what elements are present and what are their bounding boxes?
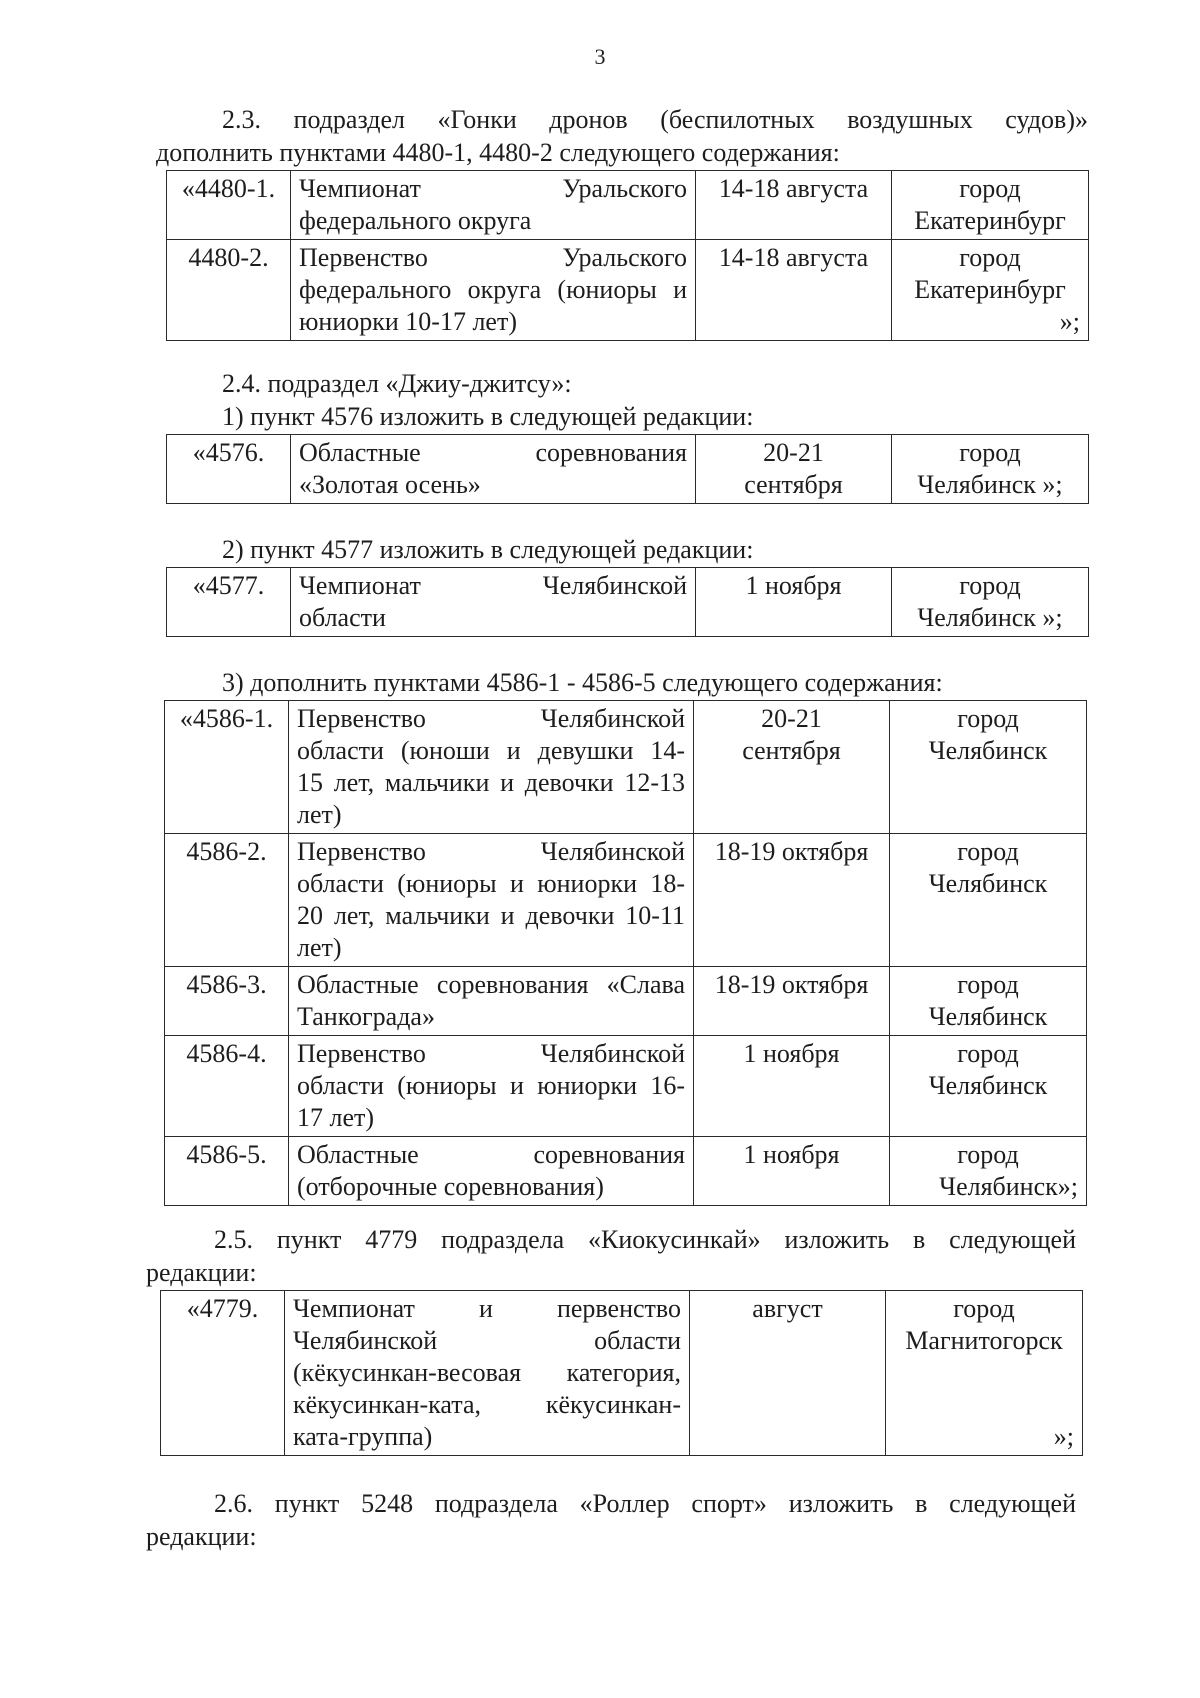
event-date: 1 ноября [696,568,892,637]
section-2-5-heading-line-1: 2.5. пункт 4779 подраздела «Киокусинкай» изложить в следующей [214,1225,1076,1254]
event-date [696,435,892,504]
place-line: город [959,438,1021,467]
place-line: город [957,704,1019,733]
event-name [289,967,694,1036]
table-row [165,834,1087,967]
event-name-line: 15 лет, мальчики и девочки 12-13 [297,768,685,797]
event-date: 18-19 октября [694,967,890,1036]
section-2-3-heading-line-2: дополнить пунктами 4480-1, 4480-2 следующего содержания: [156,138,840,167]
event-place [890,1137,1087,1206]
event-name [291,568,696,637]
section-2-6-heading-line-1: 2.6. пункт 5248 подраздела «Роллер спорт» изложить в следующей [214,1489,1076,1518]
event-name [289,1137,694,1206]
table-row [165,701,1087,834]
event-date: 18-19 октября [694,834,890,967]
place-line: Челябинск »; [917,603,1063,632]
place-line: город [959,571,1021,600]
row-number: «4576. [167,435,291,504]
row-number: 4586-3. [165,967,289,1036]
event-name-line: Чемпионат и первенство [293,1294,681,1323]
place-line: город [957,970,1019,999]
event-name-line: Областные соревнования «Слава [297,970,685,999]
row-number: 4480-2. [167,240,291,341]
place-line: город [953,1294,1015,1323]
section-2-5-heading-line-2: редакции: [146,1258,257,1287]
table-row [167,240,1089,341]
event-name [289,1036,694,1137]
page-number: 3 [594,44,606,69]
event-date: 1 ноября [694,1137,890,1206]
row-number: «4577. [167,568,291,637]
event-name-line: ката-группа) [293,1422,433,1451]
event-name-line: Танкограда» [297,1002,435,1031]
row-number: «4480-1. [167,171,291,240]
section-2-4-sub-1: 1) пункт 4576 изложить в следующей редакции: [222,402,754,431]
place-line: Магнитогорск [905,1326,1063,1355]
event-name-line: «Золотая осень» [299,470,481,499]
table-row [167,568,1089,637]
closing-quote: »; [1059,307,1080,336]
event-name-line: 20 лет, мальчики и девочки 10-11 [297,901,685,930]
event-name-line: 17 лет) [297,1103,375,1132]
event-name [291,435,696,504]
table-4779 [160,1290,1083,1456]
place-line: Челябинск»; [939,1172,1078,1201]
table-row [165,1137,1087,1206]
event-date: август [690,1291,886,1456]
event-place [886,1291,1083,1456]
event-date: 14-18 августа [696,240,892,341]
event-name-line: лет) [297,933,342,962]
event-name [285,1291,690,1456]
table-row [167,435,1089,504]
section-2-3-heading-line-1: 2.3. подраздел «Гонки дронов (беспилотных воздушных судов)» [222,105,1088,134]
place-line: Челябинск [928,736,1048,765]
place-line: город [957,1140,1019,1169]
event-place [892,435,1089,504]
place-line: город [959,174,1021,203]
section-2-4-sub-2: 2) пункт 4577 изложить в следующей редакции: [222,535,754,564]
event-date [694,701,890,834]
date-line: 20-21 [761,704,822,733]
table-4576 [166,434,1089,504]
event-name-line: Первенство Уральского [299,243,687,272]
place-line: Челябинск [928,869,1048,898]
event-place [890,834,1087,967]
table-4480 [166,170,1089,341]
event-place [892,568,1089,637]
place-line: Екатеринбург [914,275,1066,304]
event-name [291,171,696,240]
date-line: сентября [742,736,841,765]
event-name-line: кёкусинкан-ката, кёкусинкан- [293,1390,681,1419]
event-name-line: Первенство Челябинской [297,837,685,866]
event-name-line: Первенство Челябинской [297,704,685,733]
section-2-4-sub-3: 3) дополнить пунктами 4586-1 - 4586-5 следующего содержания: [222,668,943,697]
event-place [892,171,1089,240]
row-number: «4779. [161,1291,285,1456]
event-name-line: Чемпионат Челябинской [299,571,687,600]
table-row [167,171,1089,240]
section-2-4-heading: 2.4. подраздел «Джиу-джитсу»: [222,369,572,398]
date-line: 20-21 [763,438,824,467]
event-name-line: (отборочные соревнования) [297,1172,604,1201]
row-number: «4586-1. [165,701,289,834]
place-line: город [957,837,1019,866]
table-row [161,1291,1083,1456]
table-row [165,1036,1087,1137]
date-line: сентября [744,470,843,499]
closing-quote: »; [1053,1422,1074,1451]
table-4586 [164,700,1087,1206]
place-line: Челябинск »; [917,470,1063,499]
place-line: город [957,1039,1019,1068]
event-name-line: области (юниоры и юниорки 16- [297,1071,685,1100]
row-number: 4586-5. [165,1137,289,1206]
table-row [165,967,1087,1036]
event-place [890,1036,1087,1137]
event-name-line: Челябинской области [293,1326,681,1355]
event-name-line: Первенство Челябинской [297,1039,685,1068]
event-name-line: федерального округа [299,206,532,235]
event-date: 14-18 августа [696,171,892,240]
section-2-6-heading-line-2: редакции: [146,1522,257,1551]
place-line: Челябинск [928,1071,1048,1100]
event-place [890,967,1087,1036]
event-name [291,240,696,341]
event-place [890,701,1087,834]
row-number: 4586-4. [165,1036,289,1137]
table-4577 [166,567,1089,637]
event-name [289,701,694,834]
event-name-line: Чемпионат Уральского [299,174,687,203]
place-line: город [959,243,1021,272]
event-name-line: области [299,603,386,632]
event-name [289,834,694,967]
row-number: 4586-2. [165,834,289,967]
place-line: Челябинск [928,1002,1048,1031]
place-line: Екатеринбург [914,206,1066,235]
event-name-line: (кёкусинкан-весовая категория, [293,1358,681,1387]
event-place [892,240,1089,341]
event-name-line: области (юноши и девушки 14- [297,736,685,765]
event-name-line: Областные соревнования [299,438,687,467]
event-date: 1 ноября [694,1036,890,1137]
event-name-line: Областные соревнования [297,1140,685,1169]
event-name-line: лет) [297,800,342,829]
event-name-line: области (юниоры и юниорки 18- [297,869,685,898]
event-name-line: юниорки 10-17 лет) [299,307,517,336]
event-name-line: федерального округа (юниоры и [299,275,687,304]
